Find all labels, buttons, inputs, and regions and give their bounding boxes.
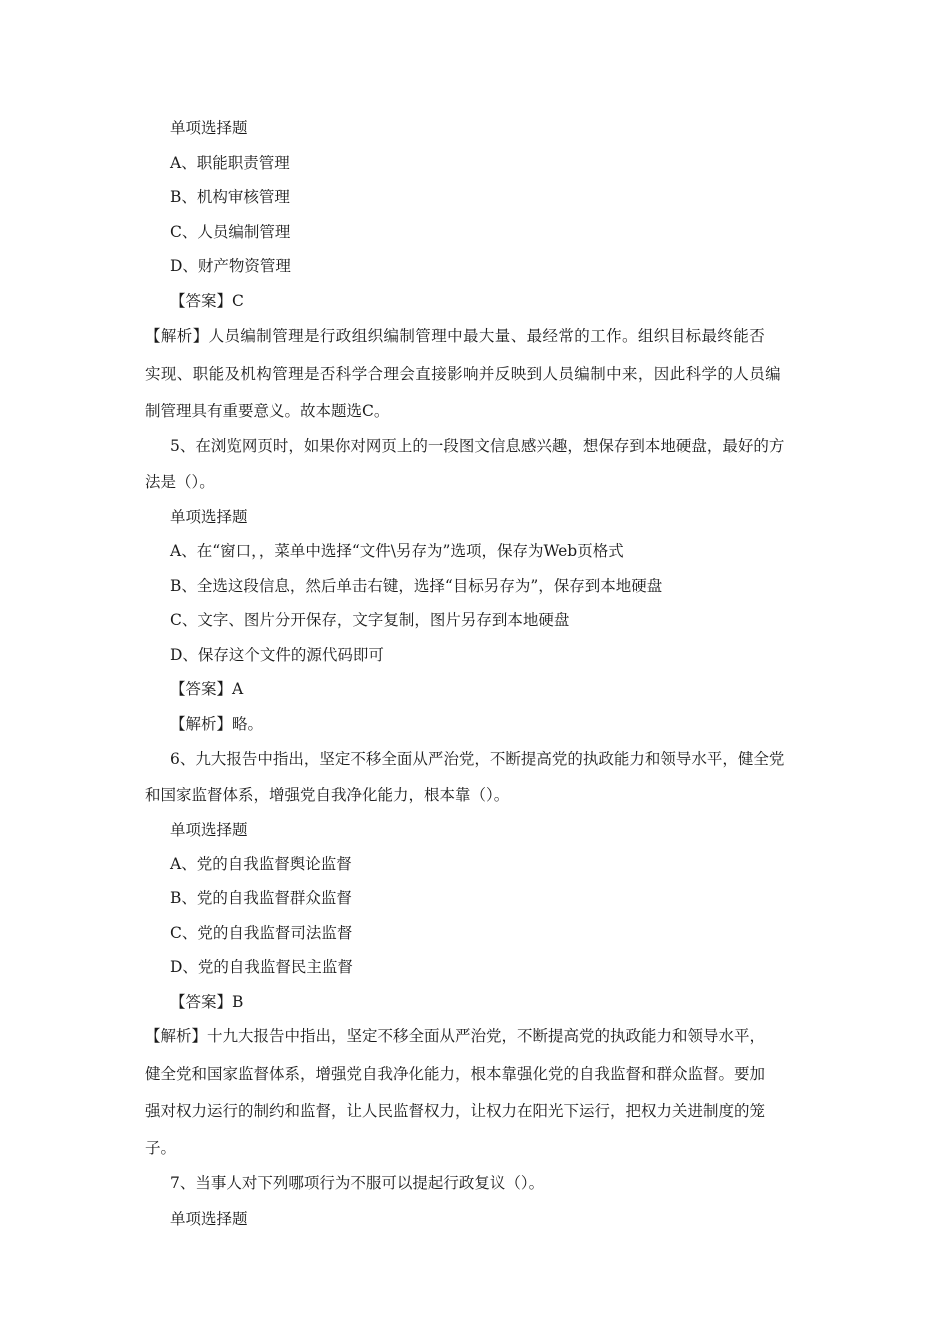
question-text: 法是（）。 bbox=[145, 473, 215, 491]
analysis-line: 健全党和国家监督体系，增强党自我净化能力，根本靠强化党的自我监督和群众监督。要加 bbox=[145, 1065, 766, 1083]
answer: 【答案】C bbox=[170, 292, 244, 310]
answer: 【答案】B bbox=[170, 993, 244, 1011]
question-type: 单项选择题 bbox=[170, 1210, 248, 1228]
option-a: A、在“窗口，，菜单中选择“文件\另存为”选项，保存为Web页格式 bbox=[170, 542, 624, 560]
question-type: 单项选择题 bbox=[170, 821, 248, 839]
option-b: B、机构审核管理 bbox=[170, 188, 290, 206]
analysis-line: 子。 bbox=[145, 1139, 177, 1157]
question-text: 6、九大报告中指出，坚定不移全面从严治党，不断提高党的执政能力和领导水平，健全党 bbox=[170, 750, 785, 768]
option-c: C、文字、图片分开保存，文字复制，图片另存到本地硬盘 bbox=[170, 611, 570, 629]
analysis-line: 实现、职能及机构管理是否科学合理会直接影响并反映到人员编制中来，因此科学的人员编 bbox=[145, 365, 782, 383]
option-d: D、保存这个文件的源代码即可 bbox=[170, 646, 384, 664]
option-c: C、人员编制管理 bbox=[170, 223, 291, 241]
question-text: 和国家监督体系，增强党自我净化能力，根本靠（）。 bbox=[145, 786, 510, 804]
analysis-line: 制管理具有重要意义。故本题选C。 bbox=[145, 402, 390, 420]
question-text: 5、在浏览网页时，如果你对网页上的一段图文信息感兴趣，想保存到本地硬盘，最好的方 bbox=[170, 437, 785, 455]
question-type: 单项选择题 bbox=[170, 508, 248, 526]
question-text: 7、当事人对下列哪项行为不服可以提起行政复议（）。 bbox=[170, 1174, 545, 1192]
option-a: A、职能职责管理 bbox=[170, 154, 290, 172]
option-b: B、全选这段信息，然后单击右键，选择“目标另存为”，保存到本地硬盘 bbox=[170, 577, 663, 595]
analysis-line: 强对权力运行的制约和监督，让人民监督权力，让权力在阳光下运行，把权力关进制度的笼 bbox=[145, 1102, 766, 1120]
answer: 【答案】A bbox=[170, 680, 244, 698]
question-type: 单项选择题 bbox=[170, 119, 248, 137]
analysis-line: 【解析】十九大报告中指出，坚定不移全面从严治党，不断提高党的执政能力和领导水平， bbox=[145, 1027, 766, 1045]
option-a: A、党的自我监督舆论监督 bbox=[170, 855, 352, 873]
option-d: D、财产物资管理 bbox=[170, 257, 291, 275]
option-d: D、党的自我监督民主监督 bbox=[170, 958, 353, 976]
option-b: B、党的自我监督群众监督 bbox=[170, 889, 352, 907]
analysis-line: 【解析】人员编制管理是行政组织编制管理中最大量、最经常的工作。组织目标最终能否 bbox=[145, 327, 766, 345]
analysis-line: 【解析】略。 bbox=[170, 715, 264, 733]
option-c: C、党的自我监督司法监督 bbox=[170, 924, 353, 942]
